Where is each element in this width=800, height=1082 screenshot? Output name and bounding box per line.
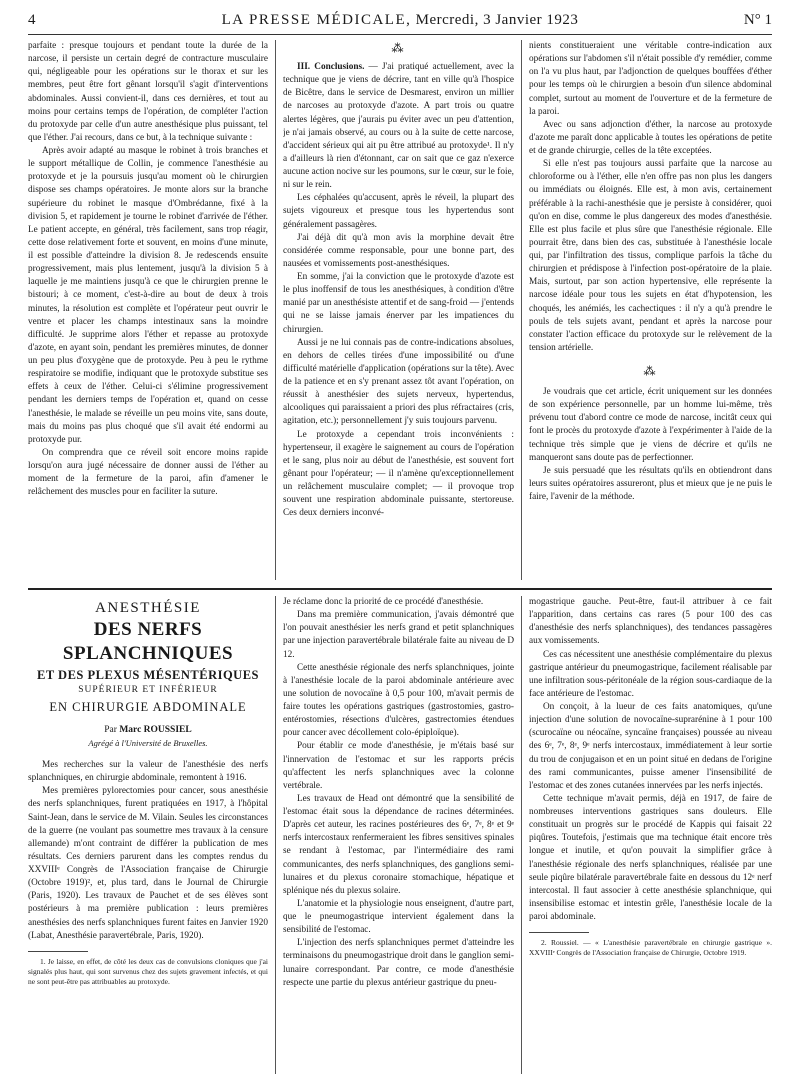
paragraph: L'anatomie et la physiologie nous enseignent, d'autre part, que le pneumogastrique intervient également dans la sensibilité de l'estomac. — [283, 898, 514, 936]
column-rule — [521, 596, 522, 1074]
footnote: 2. Roussiel. — « L'anesthésie paravertébrale en chirurgie gastrique ». XXVIIIᵉ Congrès de l'Association française de Chirurgie, Octobre 1919. — [529, 938, 772, 958]
author-name: Marc ROUSSIEL — [119, 725, 192, 735]
top-column-2 — [283, 40, 514, 578]
column-rule — [275, 596, 276, 1074]
article-title-line-5: EN CHIRURGIE ABDOMINALE — [49, 700, 247, 714]
footnote: 1. Je laisse, en effet, de côté les deux cas de convulsions cloniques que j'ai signalés plus haut, qui sont survenus chez des sujets gravement infectés, et qui ne sont peut-être pas attribuables au protoxyde. — [28, 956, 268, 986]
paragraph: J'ai déjà dit qu'à mon avis la morphine devait être considérée comme responsable, pour une bonne part, des nausées et vomissements post-anesthésiques. — [283, 232, 514, 269]
paragraph: Aussi je ne lui connais pas de contre-indications absolues, en dehors de celles tirées d'une impossibilité ou d'une difficulté matérielle d'application (opérations sur la tête). Avec de la patience et en s'y prenant assez tôt avant l'opération, on réussit à anesthésier des sujets nerveux, hypertendus, alcooliques qui paraissaient a priori des plus réfractaires (cris, agitation, etc.); personnellement j'y suis toujours parvenu. — [283, 337, 514, 427]
article-column-3 — [529, 596, 772, 1072]
paragraph: Je suis persuadé que les résultats qu'ils en obtiendront dans leurs suites opératoires assureront, plus et mieux que je ne puis le faire, l'avenir de la méthode. — [529, 465, 772, 502]
section-stars: ⁂ — [391, 41, 406, 55]
paragraph: Ces cas nécessitent une anesthésie complémentaire du plexus gastrique antérieur du pneumogastrique, facilement réalisable par une infiltration sous-péritonéale de la région sous-cardiaque de la face antérieure de l'estomac. — [529, 649, 772, 699]
section-heading: III. Conclusions. — [297, 62, 365, 72]
article-title-line-4: SUPÉRIEUR ET INFÉRIEUR — [78, 685, 218, 695]
paragraph: On comprendra que ce réveil soit encore moins rapide lorsqu'on aura jugé nécessaire de donner aussi de l'éther au moment de la fermeture de la paroi, afin d'amener le relâchement des muscles pour en faciliter la suture. — [28, 447, 268, 498]
paragraph: L'injection des nerfs splanchniques permet d'atteindre les terminaisons du pneumogastrique droit dans le ganglion semi-lunaire correspondant. Par contre, ce mode d'anesthésie respecte une partie du plexus antérieur gastrique du pneu- — [283, 938, 514, 988]
paragraph: On conçoit, à la lueur de ces faits anatomiques, qu'une injection d'une solution de novocaïne-suprarénine à 1 pour 100 (scurocaïne ou néocaïne, syncaïne françaises) poussée au niveau des 6ᵉ, 7ᵉ, 8ᵉ, 9ᵉ nerfs intercostaux, immédiatement à leur sortie du trou de conjugaison et en un point situé en dedans de l'origine des rami communicantes, puisse amener l'insensibilité de l'estomac et des zones cutanées innervées par les nerfs injectés. — [529, 702, 772, 791]
paragraph: Je voudrais que cet article, écrit uniquement sur les données de son expérience personnelle, par un homme lui-même, très prévenu tout d'abord contre ce mode de narcose, incitât ceux qui font le procès du protoxyde d'azote à l'expérimenter à l'aide de la technique très simple que je viens de décrire et qu'ils ne manqueront sans doute pas de perfectionner. — [529, 387, 772, 463]
paragraph: mogastrique gauche. Peut-être, faut-il attribuer à ce fait l'apparition, dans certains cas rares (5 pour 100 des cas d'anesthésie des nerfs splanchniques), des tendances passagères aux vomissements. — [529, 597, 772, 647]
article-column-2 — [283, 596, 514, 1072]
article-title-line-2: DES NERFS SPLANCHNIQUES — [62, 619, 234, 664]
page-number: 4 — [28, 12, 36, 28]
paragraph: Avec ou sans adjonction d'éther, la narcose au protoxyde d'azote me paraît donc applicable à toutes les opérations de petite et de grande chirurgie, celles de la tête exceptées. — [529, 119, 772, 156]
column-rule — [275, 40, 276, 580]
paragraph: Pour établir ce mode d'anesthésie, je m'étais basé sur l'innervation de l'estomac et sur les rapports précis qu'affectent les nerfs splanchniques avec la colonne vertébrale. — [283, 741, 514, 791]
page-header — [28, 12, 772, 32]
footnote-rule — [529, 932, 589, 933]
issue-number: N° 1 — [743, 12, 772, 28]
paragraph: Je réclame donc la priorité de ce procédé d'anesthésie. — [283, 597, 484, 607]
paragraph: — J'ai pratiqué actuellement, avec la technique que je viens de décrire, tant en ville qu'à l'hospice de Bicêtre, dans le service de Desmarest, environ un millier de narcoses au protoxyde d'azote. A part trois ou quatre alertes légères, que j'aurais pu éviter avec un peu d'attention, je n'ai jamais observé, au cours ou à la suite de cette narcose, d'accident sérieux qui ait pu être attribué au protoxyde¹. Il n'y a d'ailleurs là rien d'étonnant, car on sait que ce gaz n'exerce aucune action nocive sur les poumons, sur le cœur, sur le foie, ni sur le rein. — [283, 62, 514, 191]
article-column-1 — [28, 596, 268, 1072]
paragraph: Les céphalées qu'accusent, après le réveil, la plupart des sujets vigoureux et presque tous les hypertendus sont généralement passagères. — [283, 193, 514, 230]
footnote-rule — [28, 951, 88, 952]
article-title-line-3: ET DES PLEXUS MÉSENTÉRIQUES — [36, 668, 259, 682]
journal-title: LA PRESSE MÉDICALE, — [221, 12, 412, 28]
author-affiliation: Agrégé à l'Université de Bruxelles. — [88, 738, 208, 748]
paragraph: nients constitueraient une véritable contre-indication aux opérations sur l'abdomen s'il n'était possible d'y remédier, comme on l'a vu plus haut, par l'adjonction de quelques bouffées d'éther pour les temps où le chirurgien a besoin d'un silence abdominal complet, surtout au moment de l'ouverture et de la fermeture de la paroi. — [529, 41, 772, 117]
column-rule — [521, 40, 522, 580]
paragraph: Dans ma première communication, j'avais démontré que l'on pouvait anesthésier les nerfs grand et petit splanchniques par une injection paravertébrale bilatérale faite au niveau de D 12. — [283, 610, 514, 660]
header-rule — [28, 34, 772, 35]
section-separator — [28, 588, 772, 590]
paragraph: Mes recherches sur la valeur de l'anesthésie des nerfs splanchniques, en chirurgie abdominale, remontent à 1916. — [28, 760, 268, 784]
section-stars: ⁂ — [643, 364, 658, 378]
article-title-block — [28, 598, 268, 749]
byline: Par Marc ROUSSIEL — [104, 725, 192, 735]
top-column-1 — [28, 40, 268, 578]
paragraph: Cette technique m'avait permis, déjà en 1917, de faire de nombreuses interventions gastriques sans douleurs. Elle constituait un progrès sur le procédé de Kappis qui faisait 22 piqûres. Toutefois, j'estimais que ma technique était encore très longue et inutile, et qu'on pouvait la simplifier grâce à l'anesthésie régionale des nerfs splanchniques, réalisée par une seule piqûre bilatérale paravertébrale faite en dessous du 12ᵉ nerf intercostal. Il faut associer à cette anesthésie splanchnique, qui insensibilise estomac et intestin grêle, l'anesthésie locale de la paroi abdominale. — [529, 793, 772, 922]
paragraph: Mes premières pylorectomies pour cancer, sous anesthésie des nerfs splanchniques, furent pratiquées en 1917, à l'hôpital Saint-Jean, dans le service de M. Vilain. Seules les circonstances de la guerre (ne voulant pas soumettre mes travaux à la censure allemande) m'ont contraint de différer la publication de mes résultats. Ces derniers parurent dans les comptes rendus du XXVIIIᵉ Congrès de l'Association française de Chirurgie (Octobre 1919)², et, plus tard, dans le Journal de Chirurgie (Paris, 1920). Les travaux de Pauchet et de ses élèves sont postérieurs à ma première publication : leurs premières anesthésies des nerfs splanchniques furent faites en Janvier 1920 (Labat, Anesthésie paravertébrale, Paris, 1920). — [28, 786, 268, 941]
paragraph: Cette anesthésie régionale des nerfs splanchniques, jointe à l'anesthésie locale de la paroi abdominale antérieure avec une solution de novocaïne à 0,5 pour 100, m'avait permis de faire toutes les opérations gastriques (gastrostomies, gastro-entérostomies, résections d'ulcères, gastrectomies étendues pour cancer avec décollement colo-épiploïque). — [283, 662, 514, 739]
paragraph: En somme, j'ai la conviction que le protoxyde d'azote est le plus inoffensif de tous les anesthésiques, à condition d'être manié par un anesthésiste attentif et de sang-froid — j'entends qui ne se laisse jamais énerver par les impatiences du chirurgien. — [283, 272, 514, 335]
paragraph: Si elle n'est pas toujours aussi parfaite que la narcose au chloroforme ou à l'éther, elle n'en offre pas non plus les dangers ou immédiats ou éloignés. Elle est, à mon avis, certainement préférable à la rachi-anesthésie que je persiste à considérer, quoi qu'on en dise, comme le plus dangereux des modes d'anesthésie. Elle est plus facile et plus sûre que l'anesthésie régionale. Elle pourrait être, dans bien des cas, substituée à l'anesthésie locale qui, par l'infiltration des tissus, complique parfois la tâche du chirurgien et prédispose à l'infection post-opératoire de la plaie. Mais, surtout, par son action hypertensive, elle représente la narcose idéale pour tous les sujets en état d'hypotension, les choqués, les anémiés, les cachectiques : il n'y a qu'à prendre le pouls de tels sujets avant, pendant et après la narcose pour constater l'action efficace du protoxyde sur le relèvement de la tension artérielle. — [529, 159, 772, 353]
issue-date: Mercredi, 3 Janvier 1923 — [415, 12, 579, 28]
journal-line — [28, 12, 772, 29]
paragraph: Après avoir adapté au masque le robinet à trois branches et le support métallique de Collin, je commence l'anesthésie au protoxyde et je la poursuis jusqu'au moment où le chirurgien dispose ses champs opératoires. Je monte alors sur la branche supérieure du robinet le masque d'Ombrédanne, fixé à la division 5, et rapidement je tourne le robinet d'arrivée de l'éther. Le patient accepte, en général, très facilement, sans trop réagir, cette dose relativement forte et souvent, en moins d'une minute, il est possible d'atteindre la division 8. Je redescends ensuite progressivement, mais plus lentement, jusqu'à la division 5 à laquelle je me maintiens jusqu'à ce que le chirurgien prenne le bistouri; à ce moment, c'est-à-dire au bout de deux à trois minutes, la résolution est complète et l'opérateur peut ouvrir le ventre et placer les champs intestinaux sans la moindre difficulté. Je supprime alors l'éther et repasse au protoxyde d'azote, en ayant soin, pendant les premières minutes, de donner un peu plus d'oxygène que de protoxyde. Peu à peu le rythme respiratoire se modifie, indiquant que le protoxyde substitue ses effets à ceux de l'éther. Celui-ci s'élimine progressivement pendant les derniers temps de l'opération et, quand on cesse l'anesthésie, le malade se réveille un peu moins vite, sans doute, mais du moins pas plus choqué que s'il avait été endormi au protoxyde pur. — [28, 146, 268, 445]
paragraph: Le protoxyde a cependant trois inconvénients : hypertenseur, il exagère le saignement au cours de l'opération et le sang, plus noir au début de l'anesthésie, est souvent fort gênant pour l'opérateur; — il n'amène qu'exceptionnellement un relâchement musculaire complet; — il provoque trop souvent une respiration abdominale puissante, stertoreuse. Ces deux derniers inconvé- — [283, 429, 514, 519]
paragraph: Les travaux de Head ont démontré que la sensibilité de l'estomac était sous la dépendance de racines déterminées. D'après cet auteur, les racines postérieures des 6ᵉ, 7ᵉ, 8ᵉ et 9ᵉ nerfs intercostaux renfermeraient les fibres sensitives spinales se rendant à l'estomac, par l'intermédiaire des rami communicantes, des nerfs splanchniques, des ganglions semi-lunaires et du plexus coronaire stomachique, hépatique et splénique nés du plexus solaire. — [283, 793, 514, 896]
article-title-line-1: ANESTHÉSIE — [95, 600, 201, 616]
paragraph: parfaite : presque toujours et pendant toute la durée de la narcose, il persiste un certain degré de contracture musculaire qui, négligeable pour les opérations sur le thorax et sur les membres, peut être fort gênant lorsqu'il s'agit d'interventions abdominales. Aussi convient-il, dans ces dernières, et tout au moins pour certains temps de l'opération, de compléter l'action du protoxyde par celle d'un autre anesthésique plus puissant, tel que l'éther. J'ai recours, dans ce but, à la technique suivante : — [28, 41, 268, 143]
top-column-3 — [529, 40, 772, 578]
